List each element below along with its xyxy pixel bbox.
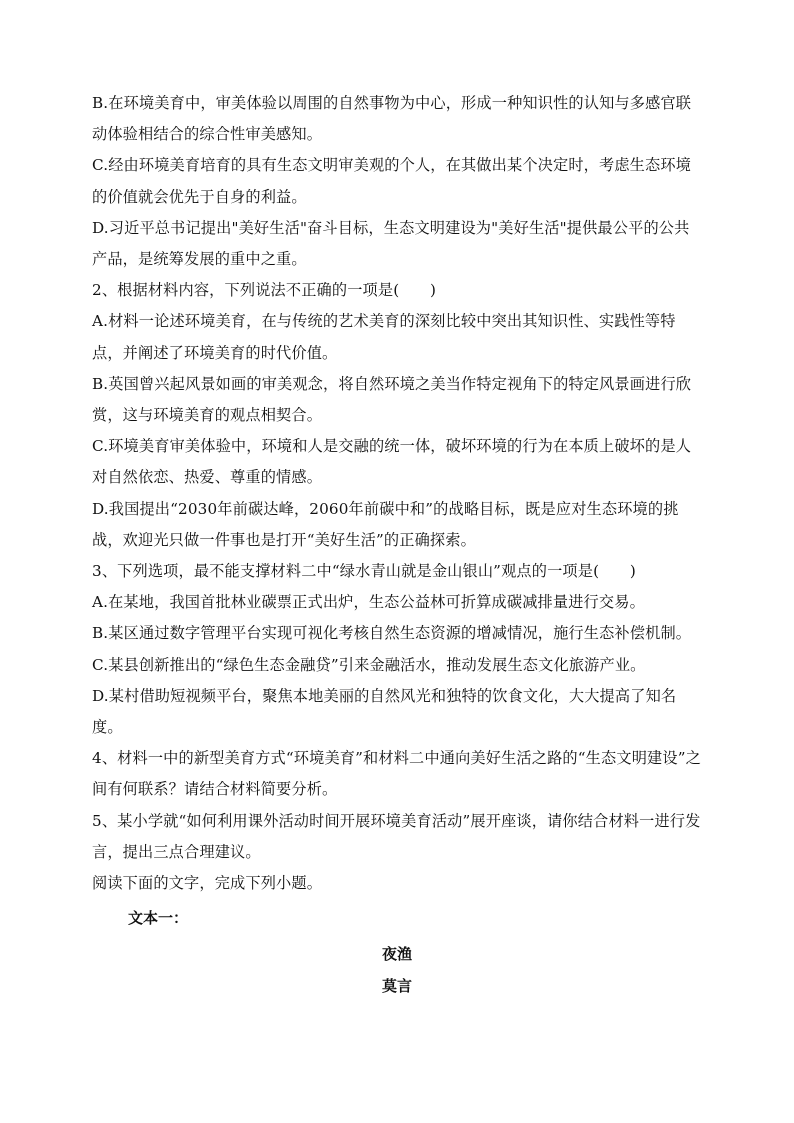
story-author: 莫言	[381, 977, 412, 996]
document-content	[92, 88, 702, 1001]
question-3: 3、下列选项，最不能支撑材料二中“绿水青山就是金山银山”观点的一项是( )	[92, 562, 636, 581]
question-2-option-a: A.材料一论述环境美育，在与传统的艺术美育的深刻比较中突出其知识性、实践性等特点，并阐述了环境美育的时代价值。	[92, 312, 676, 362]
question-3-option-a: A.在某地，我国首批林业碳票正式出炉，生态公益林可折算成碳减排量进行交易。	[92, 593, 645, 612]
question-3-option-c: C.某县创新推出的“绿色生态金融贷”引来金融活水，推动发展生态文化旅游产业。	[92, 655, 646, 674]
text-one-label: 文本一：	[128, 909, 189, 928]
question-5: 5、某小学就“如何利用课外活动时间开展环境美育活动”展开座谈，请你结合材料一进行发言，提出三点合理建议。	[92, 811, 701, 861]
reading-instruction: 阅读下面的文字，完成下列小题。	[92, 874, 323, 893]
option-b-environment-aesthetics: B.在环境美育中，审美体验以周围的自然事物为中心，形成一种知识性的认知与多感官联动体验相结合的综合性审美感知。	[92, 94, 692, 144]
question-3-option-b: B.某区通过数字管理平台实现可视化考核自然生态资源的增减情况，施行生态补偿机制。	[92, 624, 692, 643]
option-c-ecological-values: C.经由环境美育培育的具有生态文明审美观的个人，在其做出某个决定时，考虑生态环境的价值就会优先于自身的利益。	[92, 156, 692, 206]
option-d-good-life: D.习近平总书记提出"美好生活"奋斗目标，生态文明建设为"美好生活"提供最公平的公共产品，是统筹发展的重中之重。	[92, 218, 690, 269]
question-4: 4、材料一中的新型美育方式“环境美育”和材料二中通向美好生活之路的“生态文明建设”之间有何联系？请结合材料简要分析。	[92, 749, 701, 799]
story-title: 夜渔	[381, 945, 412, 964]
question-2-option-d: D.我国提出“2030年前碳达峰，2060年前碳中和”的战略目标，既是应对生态环境的挑战，欢迎光只做一件事也是打开“美好生活”的正确探索。	[92, 499, 679, 549]
question-3-option-d: D.某村借助短视频平台，聚焦本地美丽的自然风光和独特的饮食文化，大大提高了知名度。	[92, 686, 677, 737]
question-2-option-b: B.英国曾兴起风景如画的审美观念，将自然环境之美当作特定视角下的特定风景画进行欣赏，这与环境美育的观点相契合。	[92, 374, 692, 425]
question-2-option-c: C.环境美育审美体验中，环境和人是交融的统一体，破坏环境的行为在本质上破坏的是人对自然依恋、热爱、尊重的情感。	[92, 437, 692, 487]
question-2: 2、根据材料内容，下列说法不正确的一项是( )	[92, 281, 437, 300]
